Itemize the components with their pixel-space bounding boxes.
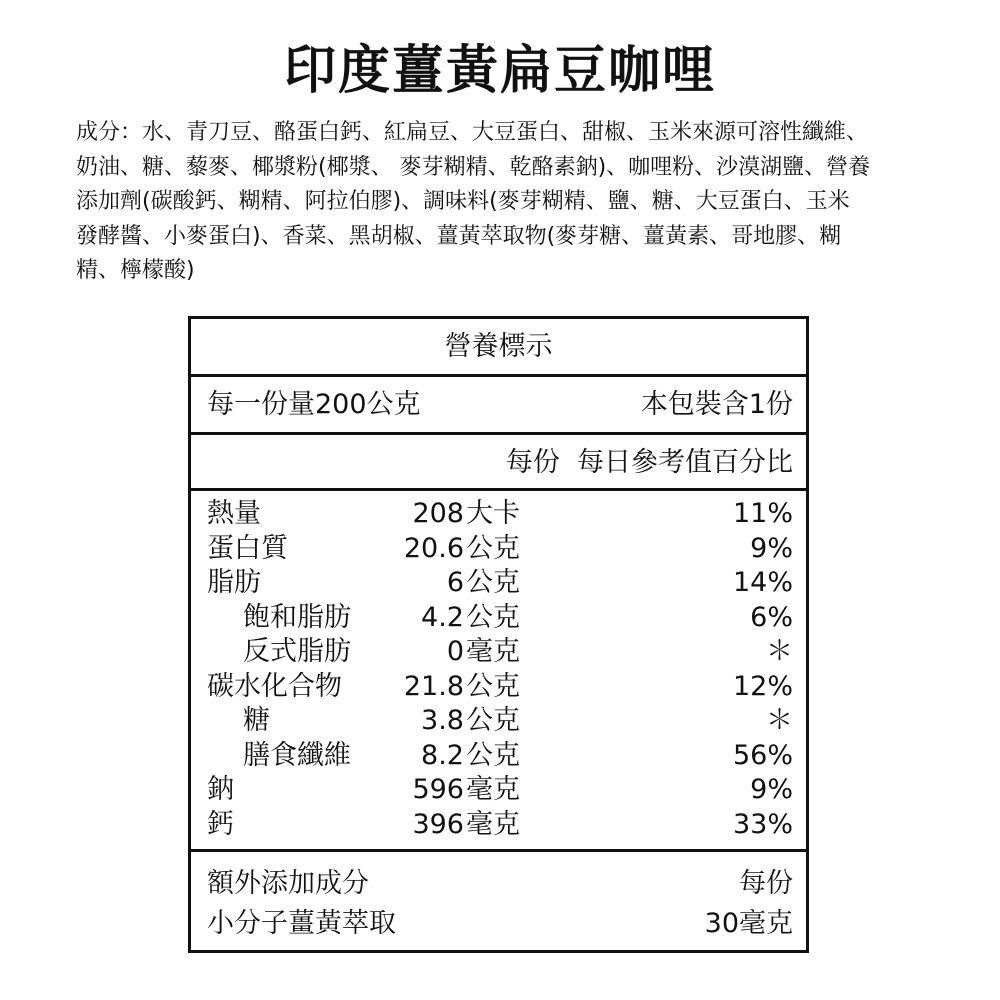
nutrient-unit: 公克 [466,567,520,598]
nutrient-unit: 公克 [466,705,520,736]
nutrient-daily-value: ＊ [766,636,793,667]
nutrient-unit: 公克 [466,670,520,702]
label-heading: 營養標示 [191,319,806,377]
nutrient-daily-value: 9% [750,774,793,805]
nutrient-daily-value: 14% [732,567,793,598]
nutrient-amount: 8.2 [421,739,464,771]
ingredients-line: 發酵醬、小麥蛋白)、香菜、黑胡椒、薑黃萃取物(麥芽糖、薑黃素、哥地膠、糊 [76,223,842,249]
serving-size: 每一份量200公克 [207,389,421,420]
nutrient-unit: 毫克 [466,808,520,840]
nutrient-unit: 公克 [466,739,520,771]
ingredients-list [76,116,936,289]
nutrient-amount: 6 [446,567,464,598]
nutrient-name: 鈣 [207,808,234,840]
nutrient-row [191,808,806,843]
nutrient-daily-value: 12% [732,670,793,702]
nutrition-label [188,316,809,953]
nutrient-unit: 大卡 [466,498,520,529]
column-header-text: 每份 每日參考值百分比 [505,447,793,478]
nutrient-row [191,704,806,739]
nutrient-unit: 毫克 [466,774,520,805]
extra-amount: 30毫克 [704,908,793,939]
extra-per-serving: 每份 [739,868,793,899]
nutrient-amount: 20.6 [403,532,464,564]
nutrient-row [191,497,806,532]
nutrient-amount: 21.8 [403,670,464,702]
nutrient-amount: 208 [412,498,464,529]
extra-name: 小分子薑黃萃取 [207,908,396,939]
nutrient-row [191,566,806,601]
nutrient-unit: 毫克 [466,636,520,667]
nutrient-name: 蛋白質 [207,532,288,564]
nutrient-name: 熱量 [207,498,261,529]
nutrient-name: 鈉 [207,774,234,805]
extra-ingredients [191,852,806,950]
nutrient-daily-value: 56% [732,739,793,771]
nutrient-amount: 396 [412,808,464,840]
nutrient-row [191,601,806,636]
nutrient-name: 脂肪 [207,567,261,598]
extra-header: 額外添加成分 [207,868,369,899]
nutrient-daily-value: 33% [732,808,793,840]
nutrient-name: 飽和脂肪 [243,601,351,633]
nutrient-row [191,670,806,705]
nutrient-amount: 4.2 [421,601,464,633]
nutrient-row [191,532,806,567]
nutrient-daily-value: ＊ [766,705,793,736]
nutrient-amount: 3.8 [421,705,464,736]
nutrient-name: 碳水化合物 [207,670,342,702]
nutrient-daily-value: 11% [732,498,793,529]
nutrient-name: 膳食纖維 [243,739,351,771]
ingredients-line: 添加劑(碳酸鈣、糊精、阿拉伯膠)、調味料(麥芽糊精、鹽、糖、大豆蛋白、玉米 [76,189,850,214]
ingredients-line: 精、檸檬酸) [76,258,195,283]
nutrient-daily-value: 9% [750,532,793,564]
nutrient-unit: 公克 [466,532,520,564]
nutrient-amount: 596 [412,774,464,805]
nutrient-unit: 公克 [466,601,520,633]
ingredients-line: 成分：水、青刀豆、酪蛋白鈣、紅扁豆、大豆蛋白、甜椒、玉米來源可溶性纖維、 [76,120,869,145]
nutrient-table [191,491,806,852]
product-title: 印度薑黃扁豆咖哩 [283,41,716,101]
nutrient-daily-value: 6% [750,601,793,633]
ingredients-line: 奶油、糖、藜麥、椰漿粉(椰漿、 麥芽糊精、乾酪素鈉)、咖哩粉、沙漠湖鹽、營養 [76,154,871,180]
nutrient-amount: 0 [446,636,464,667]
nutrient-row [191,635,806,670]
column-header [191,435,806,491]
nutrient-name: 糖 [243,705,270,736]
nutrient-row [191,773,806,808]
servings-per-pack: 本包裝含1份 [640,389,793,420]
nutrient-name: 反式脂肪 [243,636,351,667]
serving-info [191,377,806,435]
nutrient-row [191,739,806,774]
